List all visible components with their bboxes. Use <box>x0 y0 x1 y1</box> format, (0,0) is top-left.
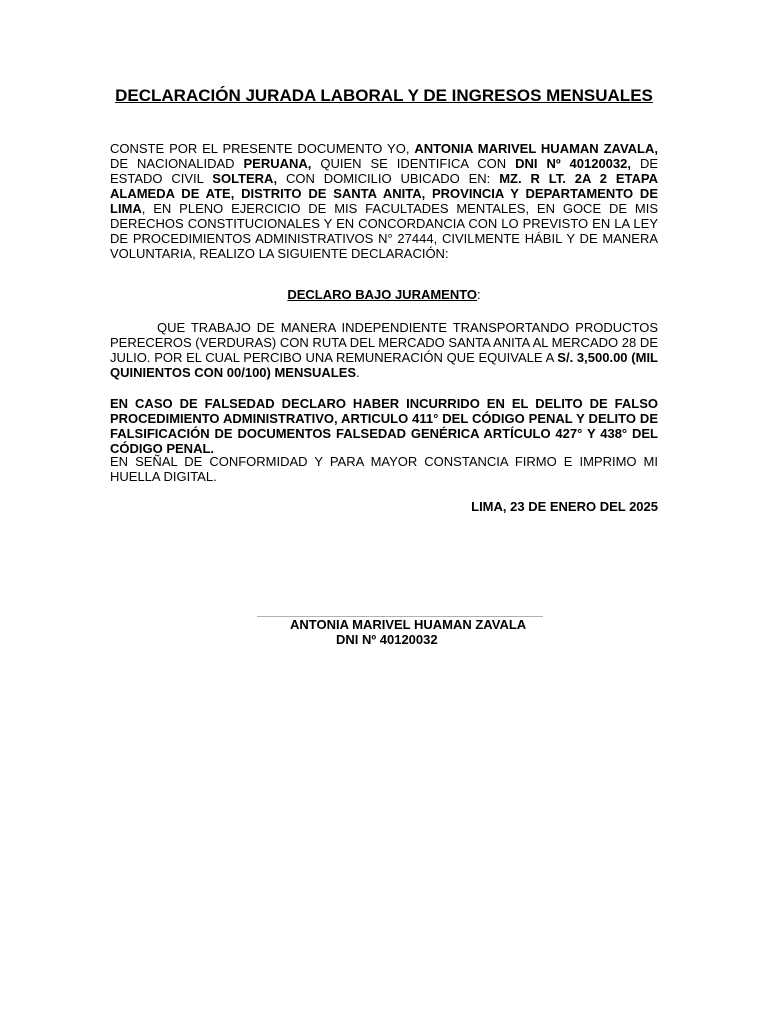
intro-text-3: QUIEN SE IDENTIFICA CON <box>311 156 516 171</box>
intro-paragraph <box>110 141 658 261</box>
work-text-2: . <box>356 365 360 380</box>
falsedad-text: EN CASO DE FALSEDAD DECLARO HABER INCURRIDO EN EL DELITO DE FALSO PROCEDIMIENTO ADMINISTRATIVO, ARTICULO 411° DEL CÓDIGO PENAL Y DELITO DE FALSIFICACIÓN DE DOCUMENTOS FALSEDAD GENÉRICA ARTÍCULO 427° Y 438° DEL CÓDIGO PENAL. <box>110 396 658 456</box>
intro-text-4: DE ESTADO CIVIL <box>110 156 658 186</box>
conformidad-paragraph: EN SEÑAL DE CONFORMIDAD Y PARA MAYOR CONSTANCIA FIRMO E IMPRIMO MI HUELLA DIGITAL. <box>110 454 658 484</box>
falsedad-paragraph <box>110 396 658 456</box>
address: MZ. R LT. 2A 2 ETAPA ALAMEDA DE ATE, DISTRITO DE SANTA ANITA, PROVINCIA Y DEPARTAMENTO DE LIMA <box>110 171 658 216</box>
declaro-heading <box>110 287 658 302</box>
income-amount: S/. 3,500.00 (MIL QUINIENTOS CON 00/100) MENSUALES <box>110 350 658 380</box>
signature-dni: DNI Nº 40120032 <box>336 632 438 647</box>
nationality: PERUANA, <box>243 156 312 171</box>
intro-text-5: CON DOMICILIO UBICADO EN: <box>277 171 500 186</box>
declarant-dni: DNI Nº 40120032, <box>515 156 631 171</box>
intro-text-2: DE NACIONALIDAD <box>110 156 244 171</box>
declarant-name: ANTONIA MARIVEL HUAMAN ZAVALA, <box>414 141 658 156</box>
document-title: DECLARACIÓN JURADA LABORAL Y DE INGRESOS MENSUALES <box>115 86 653 105</box>
intro-text-1: CONSTE POR EL PRESENTE DOCUMENTO YO, <box>110 141 415 156</box>
signature-name: ANTONIA MARIVEL HUAMAN ZAVALA <box>290 617 527 632</box>
work-paragraph <box>110 320 658 380</box>
civil-status: SOLTERA, <box>212 171 278 186</box>
work-text-1: QUE TRABAJO DE MANERA INDEPENDIENTE TRANSPORTANDO PRODUCTOS PERECEROS (VERDURAS) CON RUTA DEL MERCADO SANTA ANITA AL MERCADO 28 DE JULIO. POR EL CUAL PERCIBO UNA REMUNERACIÓN QUE EQUIVALE A <box>110 320 658 365</box>
declaro-colon: : <box>477 287 481 302</box>
place-date: LIMA, 23 DE ENERO DEL 2025 <box>471 499 658 514</box>
intro-text-6: , EN PLENO EJERCICIO DE MIS FACULTADES MENTALES, EN GOCE DE MIS DERECHOS CONSTITUCIONALES Y EN CONCORDANCIA CON LO PREVISTO EN LA LEY DE PROCEDIMIENTOS ADMINISTRATIVOS N° 27444, CIVILMENTE HÁBIL Y DE MANERA VOLUNTARIA, REALIZO LA SIGUIENTE DECLARACIÓN: <box>110 201 658 261</box>
declaro-label: DECLARO BAJO JURAMENTO <box>287 287 478 302</box>
